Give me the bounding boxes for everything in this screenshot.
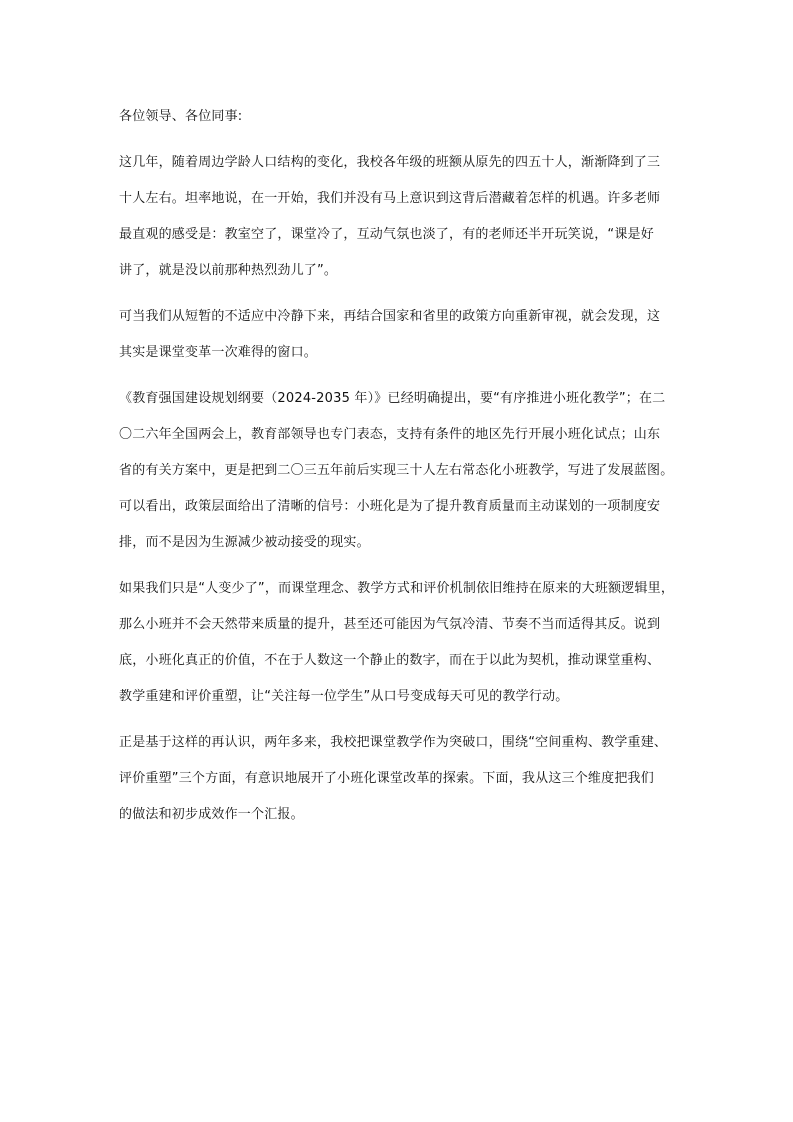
text-line: 省的有关方案中，更是把到二〇三五年前后实现三十人左右常态化小班教学，写进了发展蓝图。 (119, 463, 674, 478)
text-line: 十人左右。坦率地说，在一开始，我们并没有马上意识到这背后潜藏着怎样的机遇。许多老师 (119, 191, 661, 206)
text-line: 〇二六年全国两会上，教育部领导也专门表态，支持有条件的地区先行开展小班化试点；山东 (119, 427, 661, 442)
salutation (119, 104, 679, 130)
text-line: 正是基于这样的再认识，两年多来，我校把课堂教学作为突破口，围绕“空间重构、教学重建、 (119, 735, 668, 750)
paragraph-2 (119, 304, 679, 366)
text-line: 评价重塑”三个方面，有意识地展开了小班化课堂改革的探索。下面，我从这三个维度把我们 (119, 771, 654, 786)
paragraph-1 (119, 150, 679, 284)
text-line: 可以看出，政策层面给出了清晰的信号：小班化是为了提升教育质量而主动谋划的一项制度安 (119, 499, 661, 514)
text-line: 可当我们从短暂的不适应中冷静下来，再结合国家和省里的政策方向重新审视，就会发现，这 (119, 309, 661, 324)
document-body (119, 104, 679, 838)
text-line: 底，小班化真正的价值，不在于人数这一个静止的数字，而在于以此为契机，推动课堂重构、 (119, 653, 661, 668)
text-line: 的做法和初步成效作一个汇报。 (119, 807, 304, 822)
text-line: 各位领导、各位同事: (119, 109, 243, 124)
text-line: 教学重建和评价重塑，让“关注每一位学生”从口号变成每天可见的教学行动。 (119, 689, 569, 704)
text-line: 排，而不是因为生源减少被动接受的现实。 (119, 535, 370, 550)
text-line: 最直观的感受是：教室空了，课堂冷了，互动气氛也淡了，有的老师还半开玩笑说，“课是好 (119, 227, 654, 242)
text-line: 如果我们只是“人变少了”，而课堂理念、教学方式和评价机制依旧维持在原来的大班额逻辑里， (119, 581, 675, 596)
text-line: 《教育强国建设规划纲要（2024-2035 年）》已经明确提出，要“有序推进小班化教学”；在二 (119, 391, 666, 406)
paragraph-5 (119, 730, 679, 828)
paragraph-4 (119, 576, 679, 710)
paragraph-3 (119, 386, 679, 556)
text-line: 那么小班并不会天然带来质量的提升，甚至还可能因为气氛冷清、节奏不当而适得其反。说到 (119, 617, 661, 632)
text-line: 其实是课堂变革一次难得的窗口。 (119, 345, 318, 360)
text-line: 讲了，就是没以前那种热烈劲儿了”。 (119, 263, 338, 278)
text-line: 这几年，随着周边学龄人口结构的变化，我校各年级的班额从原先的四五十人，渐渐降到了三 (119, 155, 661, 170)
